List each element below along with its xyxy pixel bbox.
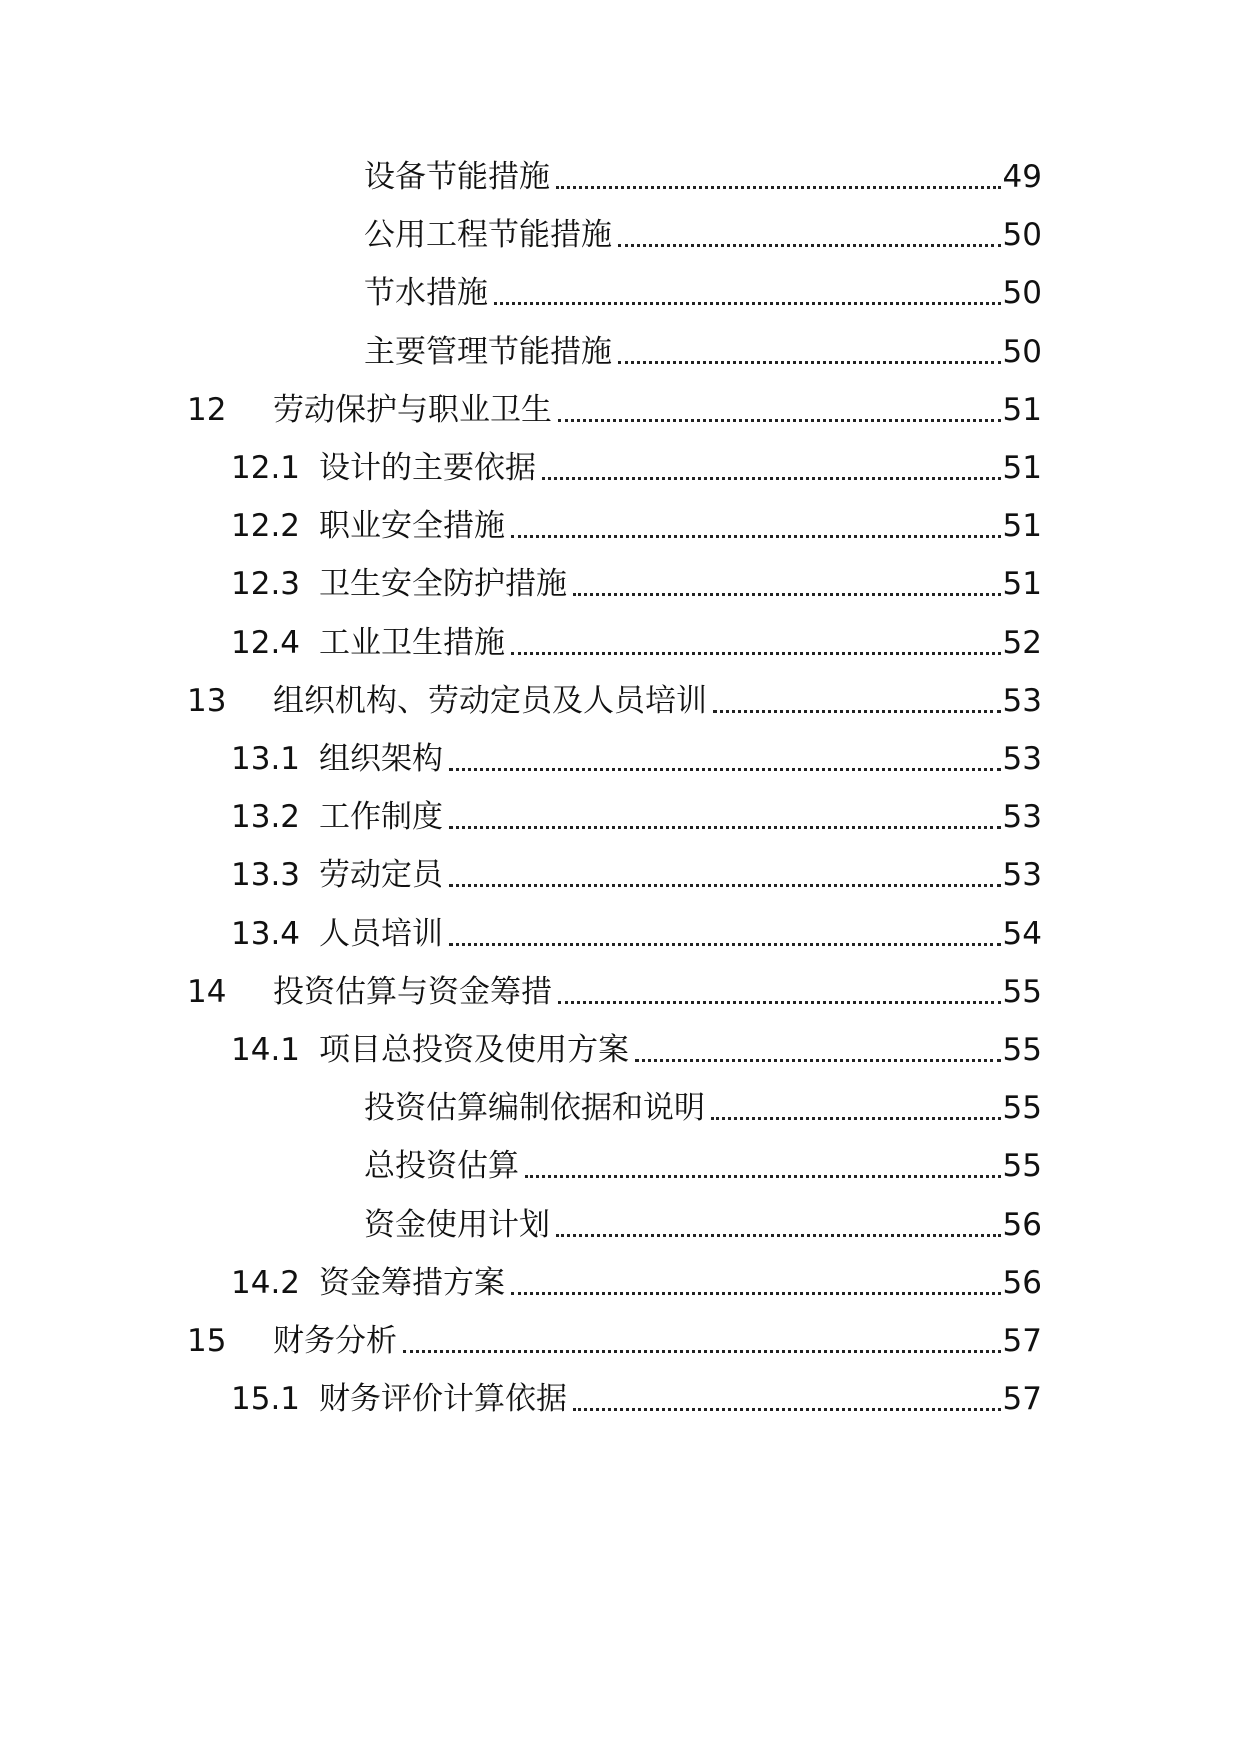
toc-entry[interactable] bbox=[231, 734, 1042, 784]
toc-dot-leader bbox=[711, 1083, 1001, 1133]
toc-entry-page-number: 53 bbox=[1002, 683, 1042, 719]
toc-entry-number: 13.4 bbox=[231, 916, 301, 952]
toc-entry-title: 公用工程节能措施 bbox=[364, 217, 612, 253]
toc-dot-leader bbox=[511, 501, 1001, 551]
toc-entry[interactable] bbox=[187, 676, 1042, 726]
toc-entry-number: 13 bbox=[187, 683, 227, 719]
toc-entry-number: 12.1 bbox=[231, 450, 301, 486]
toc-entry-title: 劳动保护与职业卫生 bbox=[273, 392, 552, 428]
toc-entry-title: 节水措施 bbox=[364, 275, 488, 311]
toc-entry-page-number: 53 bbox=[1002, 741, 1042, 777]
toc-entry-number: 12.4 bbox=[231, 625, 301, 661]
toc-dot-leader bbox=[556, 152, 1001, 202]
toc-entry[interactable] bbox=[364, 268, 1042, 318]
toc-entry[interactable] bbox=[364, 1200, 1042, 1250]
toc-entry[interactable] bbox=[231, 618, 1042, 668]
toc-entry-page-number: 54 bbox=[1002, 916, 1042, 952]
toc-entry-page-number: 55 bbox=[1002, 974, 1042, 1010]
toc-entry-page-number: 50 bbox=[1002, 217, 1042, 253]
toc-dot-leader bbox=[449, 792, 1001, 842]
toc-entry[interactable] bbox=[231, 909, 1042, 959]
toc-entry-page-number: 53 bbox=[1002, 857, 1042, 893]
toc-entry[interactable] bbox=[231, 443, 1042, 493]
toc-entry[interactable] bbox=[187, 1316, 1042, 1366]
toc-dot-leader bbox=[494, 268, 1001, 318]
toc-entry-page-number: 51 bbox=[1002, 508, 1042, 544]
toc-entry-title: 工业卫生措施 bbox=[319, 625, 505, 661]
toc-entry-title: 项目总投资及使用方案 bbox=[319, 1032, 629, 1068]
toc-entry-number: 13.2 bbox=[231, 799, 301, 835]
toc-entry-number: 12 bbox=[187, 392, 227, 428]
toc-entry-title: 设备节能措施 bbox=[364, 159, 550, 195]
toc-entry-number: 14 bbox=[187, 974, 227, 1010]
toc-entry-page-number: 49 bbox=[1002, 159, 1042, 195]
toc-entry-title: 卫生安全防护措施 bbox=[319, 566, 567, 602]
toc-entry-page-number: 50 bbox=[1002, 334, 1042, 370]
toc-entry-title: 组织机构、劳动定员及人员培训 bbox=[273, 683, 707, 719]
toc-entry[interactable] bbox=[364, 327, 1042, 377]
toc-dot-leader bbox=[573, 559, 1001, 609]
toc-entry-title: 财务评价计算依据 bbox=[319, 1381, 567, 1417]
toc-entry-page-number: 51 bbox=[1002, 566, 1042, 602]
toc-dot-leader bbox=[511, 1258, 1001, 1308]
toc-entry-title: 资金筹措方案 bbox=[319, 1265, 505, 1301]
toc-dot-leader bbox=[542, 443, 1001, 493]
toc-entry-page-number: 55 bbox=[1002, 1090, 1042, 1126]
toc-entry-number: 12.3 bbox=[231, 566, 301, 602]
toc-entry-number: 15 bbox=[187, 1323, 227, 1359]
toc-dot-leader bbox=[558, 967, 1001, 1017]
toc-entry-page-number: 50 bbox=[1002, 275, 1042, 311]
toc-entry-title: 资金使用计划 bbox=[364, 1207, 550, 1243]
toc-entry-page-number: 57 bbox=[1002, 1323, 1042, 1359]
toc-dot-leader bbox=[618, 210, 1001, 260]
toc-entry-page-number: 55 bbox=[1002, 1148, 1042, 1184]
toc-entry-title: 劳动定员 bbox=[319, 857, 443, 893]
toc-entry-number: 13.3 bbox=[231, 857, 301, 893]
toc-entry-number: 13.1 bbox=[231, 741, 301, 777]
toc-entry[interactable] bbox=[231, 501, 1042, 551]
toc-entry-number: 15.1 bbox=[231, 1381, 301, 1417]
toc-dot-leader bbox=[618, 327, 1001, 377]
toc-dot-leader bbox=[511, 618, 1001, 668]
toc-dot-leader bbox=[556, 1200, 1001, 1250]
toc-entry-title: 设计的主要依据 bbox=[319, 450, 536, 486]
toc-entry-number: 14.2 bbox=[231, 1265, 301, 1301]
toc-entry-number: 14.1 bbox=[231, 1032, 301, 1068]
toc-entry[interactable] bbox=[364, 210, 1042, 260]
toc-dot-leader bbox=[403, 1316, 1001, 1366]
toc-entry[interactable] bbox=[364, 1083, 1042, 1133]
toc-entry-title: 组织架构 bbox=[319, 741, 443, 777]
toc-entry[interactable] bbox=[187, 385, 1042, 435]
toc-entry-title: 工作制度 bbox=[319, 799, 443, 835]
toc-entry-page-number: 51 bbox=[1002, 450, 1042, 486]
toc-entry-title: 主要管理节能措施 bbox=[364, 334, 612, 370]
toc-entry-title: 投资估算与资金筹措 bbox=[273, 974, 552, 1010]
toc-dot-leader bbox=[449, 909, 1001, 959]
toc-dot-leader bbox=[635, 1025, 1001, 1075]
toc-dot-leader bbox=[449, 734, 1001, 784]
toc-entry-page-number: 57 bbox=[1002, 1381, 1042, 1417]
toc-entry-number: 12.2 bbox=[231, 508, 301, 544]
toc-entry-title: 职业安全措施 bbox=[319, 508, 505, 544]
toc-entry-page-number: 53 bbox=[1002, 799, 1042, 835]
toc-entry-title: 投资估算编制依据和说明 bbox=[364, 1090, 705, 1126]
toc-dot-leader bbox=[449, 850, 1001, 900]
toc-entry-title: 财务分析 bbox=[273, 1323, 397, 1359]
toc-entry[interactable] bbox=[187, 967, 1042, 1017]
toc-dot-leader bbox=[558, 385, 1001, 435]
toc-entry[interactable] bbox=[231, 559, 1042, 609]
toc-entry-title: 总投资估算 bbox=[364, 1148, 519, 1184]
toc-entry[interactable] bbox=[231, 1374, 1042, 1424]
toc-entry-page-number: 56 bbox=[1002, 1207, 1042, 1243]
toc-entry-page-number: 55 bbox=[1002, 1032, 1042, 1068]
toc-entry[interactable] bbox=[231, 1258, 1042, 1308]
toc-dot-leader bbox=[713, 676, 1001, 726]
toc-entry-page-number: 52 bbox=[1002, 625, 1042, 661]
toc-entry[interactable] bbox=[231, 792, 1042, 842]
toc-entry-title: 人员培训 bbox=[319, 916, 443, 952]
toc-dot-leader bbox=[573, 1374, 1001, 1424]
toc-entry[interactable] bbox=[231, 850, 1042, 900]
toc-dot-leader bbox=[525, 1141, 1001, 1191]
toc-entry[interactable] bbox=[231, 1025, 1042, 1075]
toc-entry[interactable] bbox=[364, 152, 1042, 202]
toc-entry-page-number: 56 bbox=[1002, 1265, 1042, 1301]
toc-entry[interactable] bbox=[364, 1141, 1042, 1191]
toc-entry-page-number: 51 bbox=[1002, 392, 1042, 428]
